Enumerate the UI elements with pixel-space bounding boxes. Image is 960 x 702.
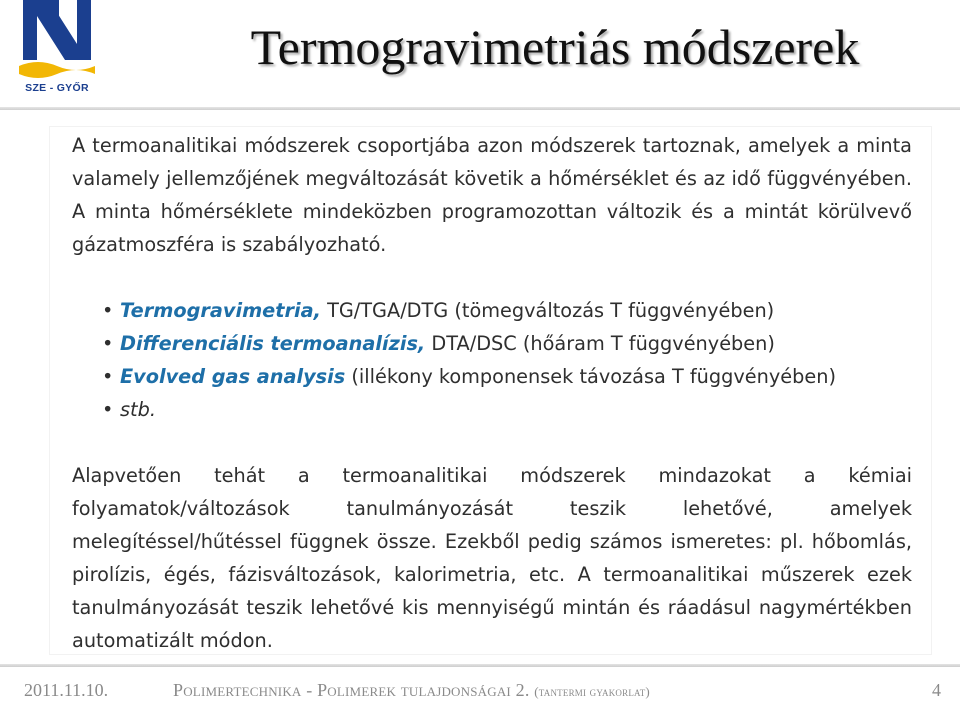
method-description: TG/TGA/DTG (tömegváltozás T függvényében) [320,299,775,322]
university-logo [19,0,95,98]
list-item [102,294,912,327]
method-description: DTA/DSC (hőáram T függvényében) [425,332,775,355]
intro-paragraph: A termoanalitikai módszerek csoportjába azon módszerek tartoznak, amelyek a minta valamely jellemzőjének megváltozását követik a hőmérséklet és az idő függvényében. A minta hőmérséklete mindeközben programozottan változik és a mintát körülvevő gázatmoszféra is szabályozható. [72,134,912,256]
footer-course [173,680,650,702]
list-item [102,327,912,360]
method-description: (illékony komponensek távozása T függvényében) [345,365,836,388]
method-term: Evolved gas analysis [120,365,346,388]
list-item [102,393,912,426]
method-list [102,294,912,426]
content-image [50,127,931,654]
logo-emblem-icon [19,0,95,82]
summary-paragraph: Alapvetően tehát a termoanalitikai módszerek mindazokat a kémiai folyamatok/változások tanulmányozását teszik lehetővé, amelyek melegítéssel/hűtéssel függnek össze. Ezekből pedig számos ismeretes: pl. hőbomlás, pirolízis, égés, fázisváltozások, kalorimetria, etc. A termoanalitikai műszerek ezek tanulmányozását teszik lehetővé kis mennyiségű mintán és ráadásul nagymértékben automatizált módon. [72,464,912,652]
footer-course-title: Polimertechnika - Polimerek tulajdonságai 2. [173,680,530,700]
method-term: Differenciális termoanalízis, [120,332,426,355]
list-item [102,360,912,393]
method-term: Termogravimetria, [120,299,321,322]
footer-date: 2011.11.10. [24,680,109,700]
footer-divider [0,664,960,667]
footer-course-sub: (tantermi gyakorlat) [534,684,650,699]
etc-item: stb. [120,398,156,421]
page-number: 4 [932,680,941,700]
slide-title: Termogravimetriás módszerek [250,19,860,75]
logo-text: SZE - GYŐR [25,82,89,94]
title-divider [0,107,960,110]
